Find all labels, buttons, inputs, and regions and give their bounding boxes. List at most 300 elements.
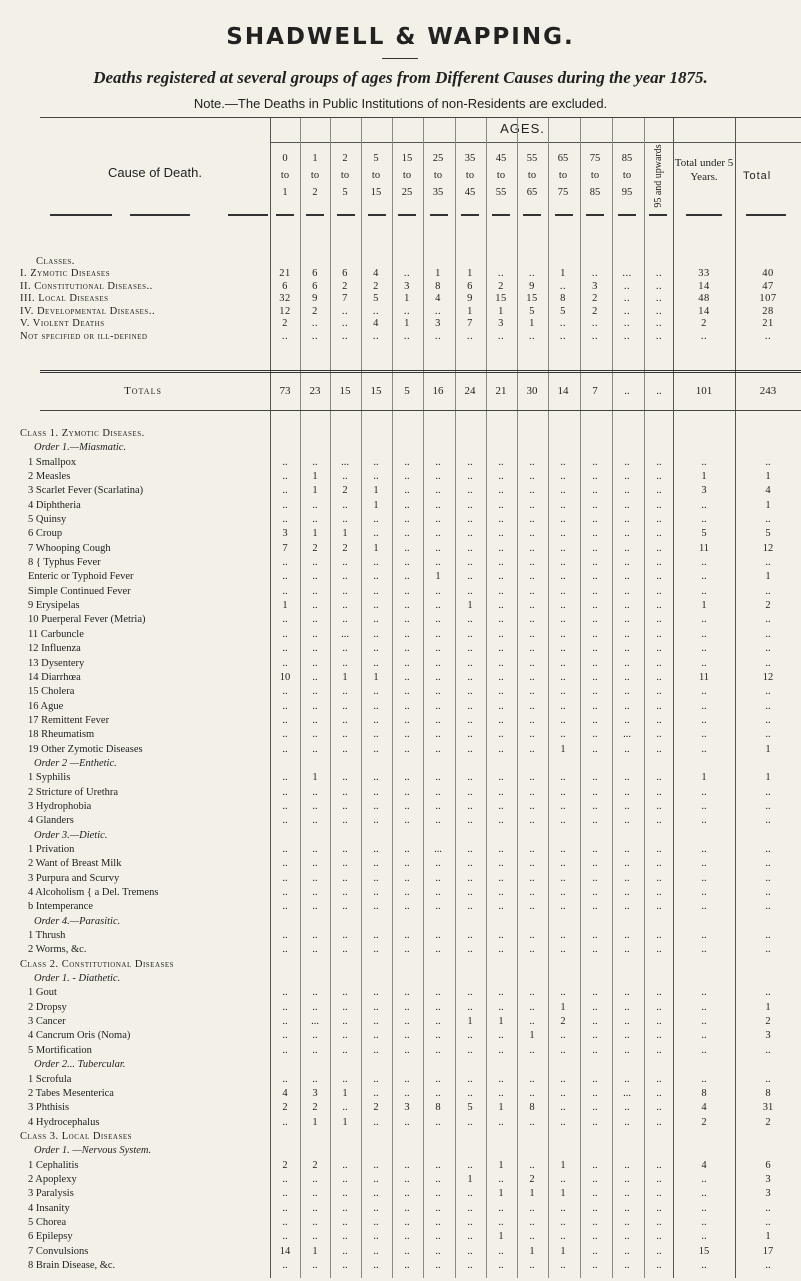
cell-value: ..	[529, 944, 535, 956]
table-row	[0, 1002, 801, 1014]
total-value: ..	[765, 614, 771, 626]
cell-value: ..	[373, 1030, 379, 1042]
cell-value: ..	[373, 471, 379, 483]
cell-value: ..	[342, 714, 348, 726]
cell-value: ..	[467, 772, 473, 784]
row-label: 2 Worms, &c.	[28, 944, 87, 956]
row-label: 11 Carbuncle	[28, 628, 84, 640]
cell-value: 6	[282, 280, 288, 292]
cell-value: ..	[312, 887, 318, 899]
cell-value: ..	[529, 657, 535, 669]
class-summary-row	[0, 306, 801, 318]
cell-value: ..	[435, 628, 441, 640]
cell-value: ..	[498, 485, 504, 497]
cell-value: ..	[404, 1073, 410, 1085]
cell-value: ..	[624, 456, 630, 468]
cell-value: ..	[498, 729, 504, 741]
cell-value: 1	[498, 1231, 504, 1243]
cell-value: 2	[312, 1159, 318, 1171]
cell-value: 1	[529, 1188, 535, 1200]
cell-value: ..	[656, 714, 662, 726]
age-group-header	[330, 150, 360, 201]
cell-value: ..	[373, 557, 379, 569]
cell-value: ..	[373, 456, 379, 468]
cell-value: ..	[467, 844, 473, 855]
cell-value: ..	[624, 872, 630, 884]
cell-value: ..	[404, 772, 410, 784]
cell-value: ..	[498, 987, 504, 999]
cell-value: 2	[282, 1102, 288, 1114]
cell-value: 1	[373, 542, 379, 554]
class-summary-row	[0, 281, 801, 293]
table-row	[0, 901, 801, 913]
cell-value: ..	[560, 614, 566, 626]
age-group-part: to	[465, 170, 475, 181]
cell-value: ..	[404, 786, 410, 798]
cell-value: ..	[656, 772, 662, 784]
table-row	[0, 614, 801, 626]
cell-value: ..	[624, 901, 630, 913]
cell-value: ..	[435, 700, 441, 712]
cell-value: 7	[467, 318, 473, 330]
cell-value: ..	[655, 305, 663, 317]
cell-value: ...	[623, 729, 631, 741]
under5-value: ..	[701, 686, 707, 698]
under5-value: ..	[701, 1202, 707, 1214]
cell-value: ..	[435, 729, 441, 741]
row-label: II. Constitutional Diseases..	[20, 280, 153, 292]
cell-value: ..	[624, 1102, 630, 1114]
cell-value: ..	[624, 1116, 630, 1128]
cell-value: ..	[560, 1073, 566, 1085]
cell-value: ..	[467, 800, 473, 812]
cell-value: 3	[592, 280, 598, 292]
table-row	[0, 1045, 801, 1057]
cell-value: ..	[560, 800, 566, 812]
cell-value: ..	[498, 471, 504, 483]
cell-value: ..	[624, 1202, 630, 1214]
cell-value: ..	[373, 1188, 379, 1200]
totals-row	[0, 385, 801, 397]
row-label: 4 Insanity	[28, 1202, 70, 1214]
table-row	[0, 1030, 801, 1042]
header-underline	[586, 214, 604, 216]
cell-value: 9	[312, 293, 318, 305]
cell-value: 7	[282, 542, 288, 554]
cell-value: ..	[342, 557, 348, 569]
cell-value: ..	[560, 772, 566, 784]
cell-value: ..	[404, 1087, 410, 1099]
cell-value: 8	[435, 280, 441, 292]
cell-value: ..	[529, 686, 535, 698]
cell-value: ..	[592, 542, 598, 554]
table-row	[0, 1217, 801, 1229]
cell-value: ..	[404, 1216, 410, 1228]
cell-value: ..	[435, 930, 441, 942]
cell-value: ..	[498, 1044, 504, 1056]
age-group-part: 55	[495, 187, 507, 198]
cell-value: ..	[560, 571, 566, 583]
heading-label: Order 1. —Nervous System.	[34, 1145, 152, 1157]
cell-value: ..	[312, 614, 318, 626]
cell-value: ..	[560, 872, 566, 884]
cell-value: ..	[434, 331, 442, 342]
row-label: 4 Glanders	[28, 815, 74, 827]
cell-value: ..	[624, 571, 630, 583]
cell-value: ..	[342, 815, 348, 827]
age-group-part: to	[371, 170, 381, 181]
cell-value: ..	[311, 331, 319, 342]
class-heading	[0, 959, 801, 971]
cell-value: ..	[373, 1001, 379, 1013]
cell-value: ..	[435, 872, 441, 884]
cell-value: ..	[373, 571, 379, 583]
cell-value: ..	[498, 456, 504, 468]
cell-value: ..	[624, 944, 630, 956]
cell-value: ..	[498, 901, 504, 913]
age-group-part: 15	[401, 153, 413, 164]
cell-value: ..	[467, 614, 473, 626]
cell-value: ..	[592, 1216, 598, 1228]
cell-value: ..	[656, 542, 662, 554]
cell-value: ..	[498, 542, 504, 554]
cell-value: ..	[624, 1073, 630, 1085]
cell-value: ..	[624, 930, 630, 942]
table-row	[0, 1074, 801, 1086]
cell-value: 3	[435, 318, 441, 330]
row-label: b Intemperance	[28, 901, 94, 913]
cell-value: ..	[342, 944, 348, 956]
cell-value: 15	[526, 293, 538, 305]
header-underline	[492, 214, 510, 216]
cell-value: ..	[624, 514, 630, 526]
cell-value: ..	[282, 1260, 288, 1271]
cell-value: ..	[529, 514, 535, 526]
header-underline	[228, 214, 268, 216]
cell-value: ..	[624, 499, 630, 511]
under5-value: ..	[701, 1216, 707, 1228]
row-label: 10 Puerperal Fever (Metria)	[28, 614, 146, 626]
cell-value: ..	[624, 844, 630, 855]
cell-value: 5	[529, 305, 535, 317]
under5-value: ..	[701, 786, 707, 798]
cell-value: ..	[560, 1102, 566, 1114]
cell-value: ..	[529, 557, 535, 569]
cell-value: ..	[312, 1202, 318, 1214]
cell-value: ..	[624, 1044, 630, 1056]
total-value: ..	[765, 729, 771, 741]
cell-value: ..	[373, 643, 379, 655]
ages-rule	[270, 142, 801, 143]
cell-value: ..	[467, 643, 473, 655]
cell-value: ..	[404, 1116, 410, 1128]
cell-value: ..	[592, 1001, 598, 1013]
age-group-part: to	[402, 170, 412, 181]
cell-value: ..	[529, 786, 535, 798]
cell-value: ..	[282, 700, 288, 712]
under5-header: Total under 5 Years.	[674, 157, 734, 183]
cell-value: ..	[560, 1231, 566, 1243]
row-label: 7 Whooping Cough	[28, 542, 111, 554]
total-value: 3	[765, 1030, 771, 1042]
cell-value: ..	[404, 743, 410, 755]
cell-value: ..	[529, 1001, 535, 1013]
cell-value: 6	[312, 268, 318, 279]
cell-value: ..	[624, 1188, 630, 1200]
cell-value: ..	[656, 1202, 662, 1214]
row-label: 8 { Typhus Fever	[28, 557, 101, 569]
cell-value: ..	[592, 614, 598, 626]
cell-value: ..	[373, 585, 379, 597]
cell-value: ..	[282, 1173, 288, 1185]
cell-value: ..	[404, 1030, 410, 1042]
cell-value: ..	[373, 901, 379, 913]
cell-value: ..	[560, 585, 566, 597]
cell-value: ..	[529, 772, 535, 784]
cell-value: ..	[529, 499, 535, 511]
cell-value: ..	[591, 331, 599, 342]
class-summary-row	[0, 318, 801, 330]
cell-value: ..	[467, 714, 473, 726]
table-row	[0, 887, 801, 899]
cell-value: ..	[467, 930, 473, 942]
cell-value: 9	[529, 280, 535, 292]
cell-value: ..	[435, 643, 441, 655]
cell-value: ..	[404, 614, 410, 626]
cell-value: ..	[656, 858, 662, 870]
cell-value: ..	[373, 700, 379, 712]
cell-value: ..	[560, 1216, 566, 1228]
total-value: ..	[764, 331, 772, 342]
row-label: 1 Smallpox	[28, 456, 77, 468]
cell-value: 15	[495, 293, 507, 305]
cell-value: 32	[279, 293, 291, 305]
total-value: ..	[765, 514, 771, 526]
cell-value: ..	[342, 1260, 348, 1271]
cell-value: ..	[467, 686, 473, 698]
under5-value: ..	[701, 729, 707, 741]
cell-value: ..	[560, 557, 566, 569]
table-row	[0, 658, 801, 670]
cell-value: ..	[560, 528, 566, 540]
cell-value: ..	[467, 471, 473, 483]
table-row	[0, 686, 801, 698]
cell-value: ..	[624, 528, 630, 540]
cell-value: 1	[312, 471, 318, 483]
cell-value: ..	[435, 1016, 441, 1028]
class-summary-row	[0, 293, 801, 305]
total-value: 28	[762, 305, 774, 317]
cell-value: ..	[498, 1202, 504, 1214]
cell-value: ..	[281, 331, 289, 342]
cell-value: ..	[404, 1260, 410, 1271]
cell-value: ..	[529, 930, 535, 942]
total-header: Total	[743, 170, 772, 182]
cell-value: ..	[592, 1016, 598, 1028]
cell-value: ..	[529, 901, 535, 913]
cell-value: 3	[498, 318, 504, 330]
cell-value: ..	[404, 1173, 410, 1185]
under5-value: ..	[701, 1260, 707, 1271]
cell-value: ..	[498, 844, 504, 855]
table-row	[0, 858, 801, 870]
cell-value: ..	[656, 456, 662, 468]
cell-value: ..	[435, 901, 441, 913]
under5-value: ..	[701, 887, 707, 899]
cell-value: ..	[656, 600, 662, 612]
cell-value: ..	[282, 901, 288, 913]
cell-value: ..	[655, 331, 663, 342]
cell-value: 2	[373, 280, 379, 292]
cell-value: ..	[342, 930, 348, 942]
cell-value: ..	[656, 557, 662, 569]
cell-value: ..	[560, 686, 566, 698]
cell-value: ..	[467, 1030, 473, 1042]
table-row	[0, 715, 801, 727]
order-heading	[0, 442, 801, 454]
cell-value: ..	[342, 1188, 348, 1200]
cell-value: ..	[656, 499, 662, 511]
total-value: ..	[765, 872, 771, 884]
cell-value: 2	[312, 305, 318, 317]
row-label: 2 Dropsy	[28, 1001, 67, 1013]
cell-value: ..	[656, 872, 662, 884]
cell-value: ..	[623, 318, 631, 330]
cell-value: 4	[373, 318, 379, 330]
class-heading	[0, 1131, 801, 1143]
row-label: 1 Syphilis	[28, 772, 71, 784]
total-value: ..	[765, 1044, 771, 1056]
total-value: ..	[765, 456, 771, 468]
cell-value: ..	[656, 1159, 662, 1171]
total-value: ..	[765, 557, 771, 569]
cell-value: ..	[498, 1001, 504, 1013]
total-value: ..	[765, 643, 771, 655]
cell-value: ..	[373, 1016, 379, 1028]
cell-value: ..	[404, 1001, 410, 1013]
cell-value: 1	[312, 485, 318, 497]
cell-value: ..	[498, 772, 504, 784]
cell-value: ..	[656, 585, 662, 597]
cell-value: 1	[560, 268, 566, 279]
cell-value: ..	[435, 887, 441, 899]
cell-value: ..	[467, 700, 473, 712]
age-group-part: 2	[342, 153, 348, 164]
cell-value: ..	[467, 887, 473, 899]
cell-value: ..	[498, 1245, 504, 1257]
cell-value: ..	[312, 987, 318, 999]
under5-value: ..	[701, 614, 707, 626]
cell-value: ..	[342, 1016, 348, 1028]
cell-value: ..	[282, 1202, 288, 1214]
cell-value: ..	[403, 305, 411, 317]
cell-value: ..	[592, 643, 598, 655]
cell-value: ..	[467, 657, 473, 669]
row-label: 4 Alcoholism { a Del. Tremens	[28, 887, 159, 899]
row-label: 16 Ague	[28, 700, 64, 712]
cell-value: 7	[592, 385, 598, 397]
cell-value: ..	[656, 514, 662, 526]
cell-value: ..	[435, 557, 441, 569]
cell-value: 73	[279, 385, 291, 397]
cell-value: ..	[560, 700, 566, 712]
header-underline	[337, 214, 355, 216]
cell-value: ..	[529, 585, 535, 597]
cell-value: ..	[373, 600, 379, 612]
cell-value: ..	[342, 872, 348, 884]
cell-value: ..	[560, 643, 566, 655]
cell-value: ..	[404, 542, 410, 554]
under5-value: ..	[701, 700, 707, 712]
cell-value: ..	[466, 331, 474, 342]
cell-value: 1	[498, 305, 504, 317]
cell-value: ..	[373, 714, 379, 726]
cell-value: ..	[591, 268, 599, 279]
cell-value: ..	[312, 786, 318, 798]
cell-value: ..	[435, 614, 441, 626]
row-label: 6 Epilepsy	[28, 1231, 73, 1243]
row-label: 1 Privation	[28, 844, 75, 855]
cell-value: ..	[467, 1188, 473, 1200]
cell-value: ..	[529, 714, 535, 726]
cell-value: ..	[342, 772, 348, 784]
cell-value: ..	[282, 800, 288, 812]
cell-value: ..	[404, 528, 410, 540]
under5-value: 11	[698, 542, 710, 554]
cell-value: ..	[342, 786, 348, 798]
cell-value: ..	[498, 600, 504, 612]
classes-heading-label: Classes.	[36, 256, 75, 267]
table-row	[0, 1102, 801, 1114]
cell-value: ..	[656, 1260, 662, 1271]
total-value: ..	[765, 844, 771, 855]
total-value: ..	[765, 786, 771, 798]
cell-value: ..	[282, 585, 288, 597]
cell-value: ..	[373, 800, 379, 812]
heading-label: Class 2. Constitutional Diseases	[20, 958, 175, 970]
under5-value: 14	[698, 280, 710, 292]
table-row	[0, 873, 801, 885]
cell-value: ..	[373, 786, 379, 798]
total-value: ..	[765, 887, 771, 899]
cell-value: ..	[624, 1016, 630, 1028]
cell-value: ..	[624, 614, 630, 626]
cell-value: 2	[373, 1102, 379, 1114]
row-label: 7 Convulsions	[28, 1245, 89, 1257]
cell-value: ..	[342, 901, 348, 913]
cell-value: ..	[312, 600, 318, 612]
cell-value: ..	[498, 1087, 504, 1099]
heading-label: Order 1. - Diathetic.	[34, 973, 121, 985]
cell-value: ..	[560, 471, 566, 483]
cell-value: ..	[373, 1087, 379, 1099]
age-group-header	[270, 150, 300, 201]
total-value: 5	[765, 528, 771, 540]
cell-value: ..	[312, 657, 318, 669]
cell-value: 1	[467, 268, 473, 279]
cell-value: ..	[656, 944, 662, 956]
cell-value: ..	[467, 872, 473, 884]
cell-value: ..	[624, 542, 630, 554]
cell-value: ..	[559, 318, 567, 330]
row-label: 3 Scarlet Fever (Scarlatina)	[28, 485, 144, 497]
cell-value: ..	[373, 844, 379, 855]
cell-value: 1	[560, 1245, 566, 1257]
table-row	[0, 543, 801, 555]
table-row	[0, 528, 801, 540]
cell-value: ...	[341, 628, 349, 640]
cell-value: ..	[592, 485, 598, 497]
